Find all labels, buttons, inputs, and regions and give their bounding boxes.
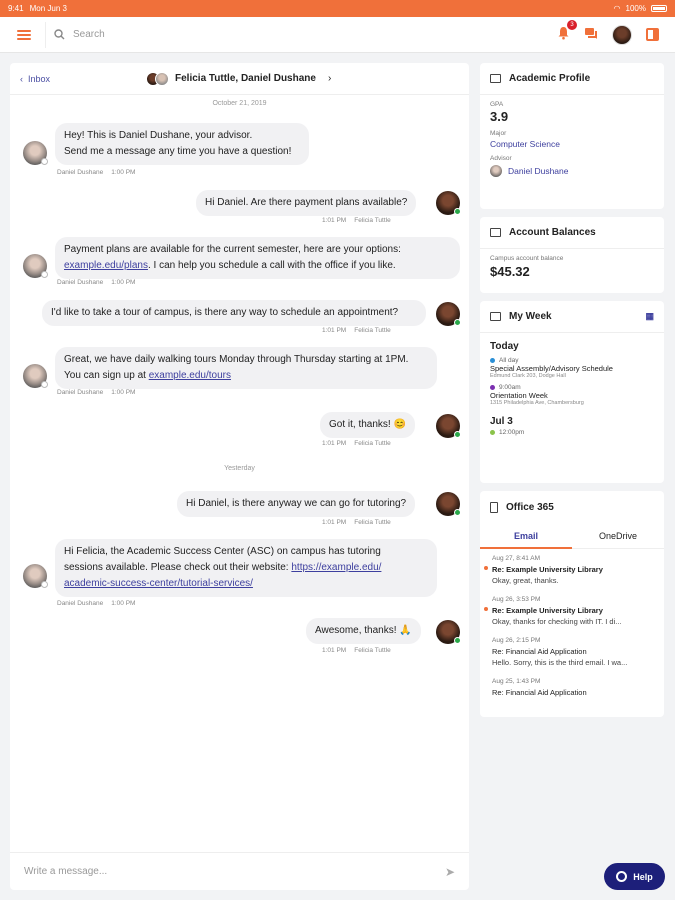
message-time: 1:01 PM <box>322 519 347 526</box>
office-365-card <box>480 491 664 717</box>
message-meta <box>322 217 391 224</box>
my-week-card <box>480 301 664 483</box>
message-time: 1:00 PM <box>111 169 136 176</box>
email-item[interactable] <box>480 590 664 631</box>
chevron-right-icon: › <box>327 73 332 84</box>
message-text: You can sign up at <box>64 370 146 381</box>
message-text: Hi Daniel, is there anyway we can go for tutoring? <box>186 498 407 509</box>
message-meta <box>57 600 135 607</box>
message-list[interactable] <box>10 95 469 855</box>
message-time: 1:00 PM <box>111 389 136 396</box>
message-bubble <box>306 618 421 644</box>
message-text: Hi Felicia, the Academic Success Center (ASC) on campus has tutoring <box>64 546 381 557</box>
conversation-participants[interactable] <box>146 72 331 86</box>
lifebuoy-icon <box>616 871 627 882</box>
help-label: Help <box>633 871 653 882</box>
avatar <box>490 165 502 177</box>
avatar <box>436 620 460 644</box>
avatar <box>155 72 169 86</box>
event-color-dot <box>490 358 495 363</box>
email-preview: Hello. Sorry, this is the third email. I wa... <box>492 658 628 667</box>
week-day-today: Today <box>490 341 519 352</box>
card-title: Academic Profile <box>509 73 591 84</box>
email-subject: Re: Example University Library <box>492 565 603 574</box>
message-link[interactable]: example.edu/tours <box>148 370 231 381</box>
event-time: 12:00pm <box>499 429 525 436</box>
calendar-event[interactable] <box>490 384 654 406</box>
card-header <box>480 301 664 333</box>
message-text: Awesome, thanks! 🙏 <box>315 625 412 636</box>
message-meta <box>322 440 391 447</box>
week-day: Jul 3 <box>490 416 513 427</box>
message-time: 1:01 PM <box>322 217 347 224</box>
office-tabs <box>480 523 664 549</box>
avatar <box>23 564 47 588</box>
message-link[interactable]: academic-success-center/tutorial-services/ <box>64 578 253 589</box>
message-link[interactable]: https://example.edu/ <box>291 562 382 573</box>
event-time: 9:00am <box>499 384 521 391</box>
message-meta <box>322 327 391 334</box>
message-bubble <box>55 237 460 279</box>
balance-amount: $45.32 <box>490 264 530 279</box>
unread-indicator <box>484 566 488 570</box>
gpa-value: 3.9 <box>490 109 509 124</box>
notification-badge: 3 <box>567 20 577 30</box>
card-header <box>480 491 664 523</box>
email-subject: Re: Financial Aid Application <box>492 647 587 656</box>
back-to-inbox-link[interactable] <box>20 74 50 84</box>
conversation-title: Felicia Tuttle, Daniel Dushane <box>175 73 316 84</box>
message-text: Got it, thanks! 😊 <box>329 419 406 430</box>
avatar <box>436 191 460 215</box>
tab-email[interactable]: Email <box>480 523 572 549</box>
message-text: Send me a message any time you have a question! <box>64 146 292 157</box>
gpa-label: GPA <box>490 101 504 108</box>
message-author: Felicia Tuttle <box>354 217 391 224</box>
avatar <box>23 254 47 278</box>
card-header <box>480 217 664 249</box>
avatar <box>23 364 47 388</box>
message-bubble <box>42 300 426 326</box>
email-date: Aug 27, 8:41 AM <box>492 555 541 562</box>
message-bubble <box>196 190 416 216</box>
menu-icon[interactable] <box>17 28 31 42</box>
message-time: 1:01 PM <box>322 647 347 654</box>
conversation-header <box>10 63 469 95</box>
unread-indicator <box>484 607 488 611</box>
avatar <box>436 492 460 516</box>
card-title: My Week <box>509 311 552 322</box>
chevron-left-icon: ‹ <box>20 73 23 84</box>
message-author: Felicia Tuttle <box>354 327 391 334</box>
help-button[interactable] <box>604 863 665 890</box>
calendar-event[interactable] <box>490 357 654 379</box>
message-text: Hi Daniel. Are there payment plans available? <box>205 197 408 208</box>
send-icon[interactable]: ➤ <box>444 864 455 879</box>
calendar-event[interactable] <box>490 429 654 436</box>
event-location: Edmund Clark 203, Dodge Hall <box>490 373 566 379</box>
message-author: Felicia Tuttle <box>354 519 391 526</box>
user-avatar[interactable] <box>612 25 632 45</box>
message-text: . I can help you schedule a call with the office if you like. <box>147 260 396 271</box>
side-panel-toggle-icon[interactable] <box>646 28 659 41</box>
tab-onedrive[interactable]: OneDrive <box>598 530 637 541</box>
message-bubble <box>55 539 437 597</box>
wifi-icon: ◠ <box>613 4 621 13</box>
message-author: Daniel Dushane <box>57 169 104 176</box>
messages-icon[interactable] <box>584 27 598 43</box>
notifications-bell-icon[interactable] <box>557 22 574 43</box>
status-bar <box>0 0 675 17</box>
message-author: Daniel Dushane <box>57 389 104 396</box>
message-author: Daniel Dushane <box>57 279 104 286</box>
event-name: Orientation Week <box>490 391 548 400</box>
search-input[interactable] <box>45 22 505 48</box>
message-text: sessions available. Please check out their website: <box>64 562 289 573</box>
message-meta <box>322 519 391 526</box>
major-label: Major <box>490 130 507 137</box>
search-icon <box>54 29 65 40</box>
calendar-icon <box>490 312 501 321</box>
balance-label: Campus account balance <box>490 255 564 262</box>
message-bubble <box>177 491 415 517</box>
message-compose-input[interactable] <box>10 852 469 890</box>
compose-placeholder: Write a message... <box>24 866 108 877</box>
message-text: Hey! This is Daniel Dushane, your advisor. <box>64 130 253 141</box>
advisor-label: Advisor <box>490 155 512 162</box>
email-preview: Okay, thanks for checking with IT. I di... <box>492 617 622 626</box>
major-value[interactable]: Computer Science <box>490 139 560 149</box>
message-meta <box>322 647 391 654</box>
message-time: 1:01 PM <box>322 327 347 334</box>
avatar <box>436 414 460 438</box>
message-author: Daniel Dushane <box>57 600 104 607</box>
event-color-dot <box>490 385 495 390</box>
account-balances-card <box>480 217 664 293</box>
date-separator: October 21, 2019 <box>212 100 267 107</box>
status-date: Mon Jun 3 <box>29 4 67 13</box>
event-color-dot <box>490 430 495 435</box>
message-time: 1:00 PM <box>111 600 136 607</box>
card-title: Account Balances <box>509 227 596 238</box>
office-icon <box>490 502 498 513</box>
email-subject: Re: Example University Library <box>492 606 603 615</box>
profile-card-icon <box>490 74 501 83</box>
avatar <box>436 302 460 326</box>
avatar <box>23 141 47 165</box>
message-author: Felicia Tuttle <box>354 647 391 654</box>
battery-percent: 100% <box>625 4 646 13</box>
message-bubble <box>320 412 415 438</box>
participant-avatars <box>146 72 169 86</box>
email-item[interactable] <box>480 549 664 590</box>
advisor-value[interactable]: Daniel Dushane <box>508 166 569 176</box>
email-item[interactable] <box>480 631 664 672</box>
message-bubble <box>55 123 309 165</box>
top-bar <box>0 17 675 53</box>
search-placeholder: Search <box>73 29 105 40</box>
message-meta <box>57 169 135 176</box>
email-date: Aug 26, 2:15 PM <box>492 637 541 644</box>
status-time: 9:41 <box>8 4 24 13</box>
message-bubble <box>55 347 437 389</box>
event-time: All day <box>499 357 519 364</box>
email-date: Aug 25, 1:43 PM <box>492 678 541 685</box>
balance-card-icon <box>490 228 501 237</box>
academic-profile-card <box>480 63 664 209</box>
card-title: Office 365 <box>506 501 554 513</box>
message-time: 1:01 PM <box>322 440 347 447</box>
message-time: 1:00 PM <box>111 279 136 286</box>
event-name: Special Assembly/Advisory Schedule <box>490 364 613 373</box>
conversation-panel <box>10 63 469 890</box>
email-date: Aug 26, 3:53 PM <box>492 596 541 603</box>
message-text: Payment plans are available for the current semester, here are your options: <box>64 244 401 255</box>
email-preview: Okay, great, thanks. <box>492 576 559 585</box>
email-item[interactable] <box>480 672 664 702</box>
email-subject: Re: Financial Aid Application <box>492 688 587 697</box>
message-meta <box>57 389 135 396</box>
message-meta <box>57 279 135 286</box>
date-separator: Yesterday <box>224 465 255 472</box>
card-header <box>480 63 664 95</box>
battery-icon <box>651 5 667 12</box>
message-link[interactable]: example.edu/plans <box>64 260 148 271</box>
calendar-settings-icon[interactable]: ▦ <box>645 311 654 321</box>
message-author: Felicia Tuttle <box>354 440 391 447</box>
back-label: Inbox <box>28 73 51 84</box>
event-location: 1315 Philadelphia Ave, Chambersburg <box>490 400 584 406</box>
message-text: I'd like to take a tour of campus, is there any way to schedule an appointment? <box>51 307 399 318</box>
message-text: Great, we have daily walking tours Monday through Thursday starting at 1PM. <box>64 354 409 365</box>
